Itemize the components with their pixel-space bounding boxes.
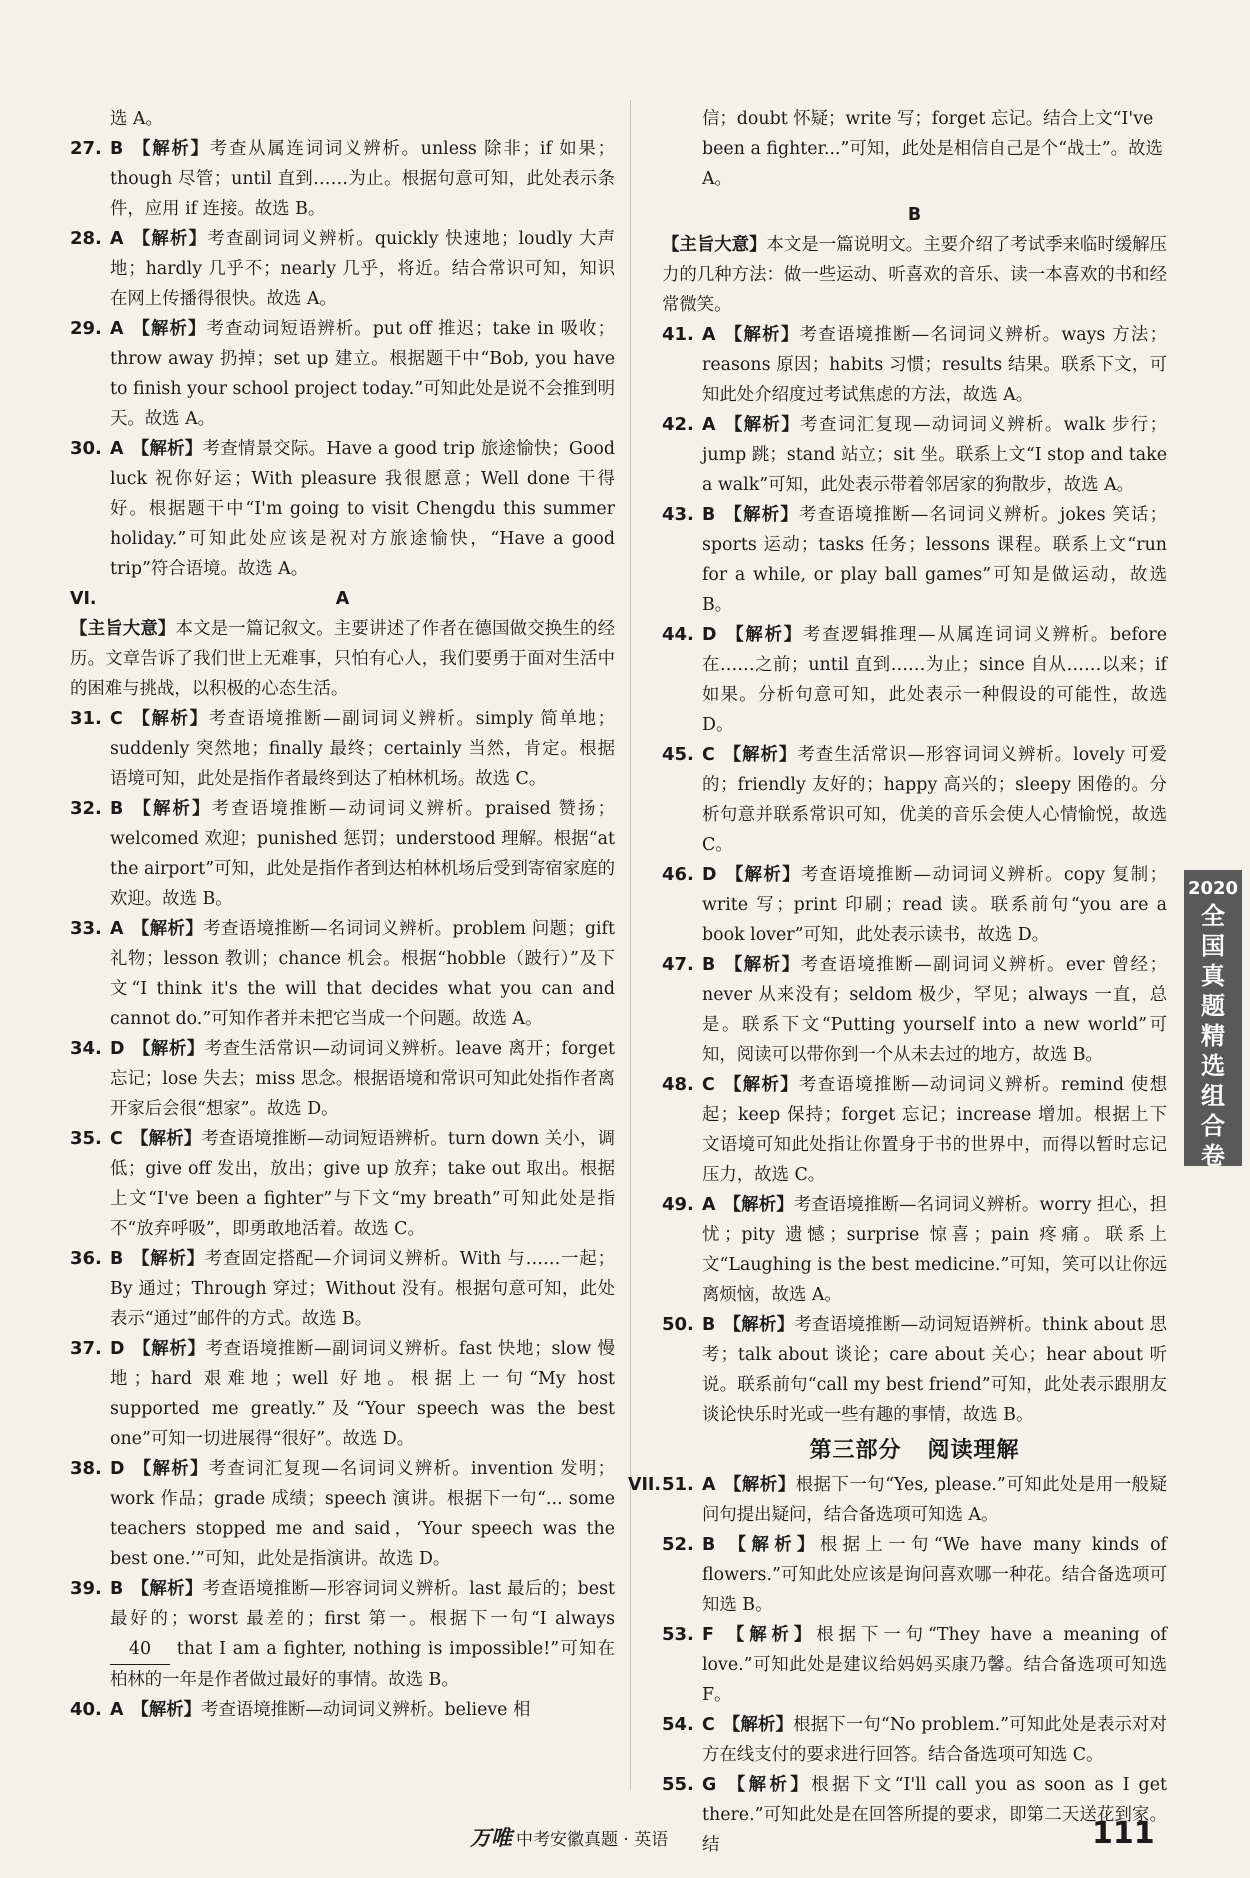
item-text: 考查语境推断—副词词义辨析。ever 曾经；never 从来没有；seldom 极少，罕见；always 一直，总是。联系下文“Putting yourself into a new world”可知，阅读可以带你到一个从未去过的地方，故选 B。 <box>702 955 1167 1065</box>
item-text: 考查副词词义辨析。quickly 快速地；loudly 大声地；hardly 几乎不；nearly 几乎，将近。结合常识可知，知识在网上传播得很快。故选 A。 <box>110 229 615 309</box>
item-text-post: that I am a fighter, nothing is impossible!”可知在柏林的一年是作者做过最好的事情。故选 B。 <box>110 1639 615 1690</box>
answer-letter: C <box>110 1129 123 1149</box>
analysis-tag: 【解析】 <box>131 319 207 339</box>
answer-letter: A <box>110 1700 124 1720</box>
answer-letter: B <box>702 505 716 525</box>
answer-item <box>662 860 1167 950</box>
item-text: 考查语境推断—名词词义辨析。problem 问题；gift 礼物；lesson 教训；chance 机会。根据“hobble（跛行）”及下文“I think it's the will that decides what you can and cannot do.”可知作者并未把它当成一个问题。故选 A。 <box>110 919 615 1029</box>
item-text: 考查从属连词词义辨析。unless 除非；if 如果；though 尽管；until 直到……为止。根据句意可知，此处表示条件，应用 if 连接。故选 B。 <box>110 139 615 219</box>
left-items-group-1 <box>70 134 615 584</box>
side-tab-year: 2020 <box>1187 878 1239 899</box>
answer-letter: A <box>110 229 124 249</box>
analysis-tag: 【解析】 <box>724 1775 812 1795</box>
item-number: 37. <box>70 1338 102 1359</box>
item-text: 考查固定搭配—介词词义辨析。With 与……一起；By 通过；Through 穿过；Without 没有。根据句意可知，此处表示“通过”邮件的方式。故选 B。 <box>110 1249 615 1329</box>
item-text: 根据下一句“They have a meaning of love.”可知此处是建议给妈妈买康乃馨。结合备选项可知选 F。 <box>702 1625 1167 1705</box>
item-number: 41. <box>662 324 694 345</box>
item-number: 40. <box>70 1699 102 1720</box>
item-text: 考查语境推断—名词词义辨析。ways 方法；reasons 原因；habits 习惯；results 结果。联系下文，可知此处介绍度过考试焦虑的方法，故选 A。 <box>702 325 1167 405</box>
answer-item <box>70 314 615 434</box>
analysis-tag: 【解析】 <box>723 1315 795 1335</box>
item-40-continued: 信；doubt 怀疑；write 写；forget 忘记。结合上文“I've been a fighter...”可知，此处是相信自己是个“战士”。故选 A。 <box>702 109 1163 189</box>
analysis-tag: 【解析】 <box>131 1579 203 1599</box>
answer-letter: C <box>702 1075 715 1095</box>
side-tab <box>1184 870 1242 1170</box>
item-number: 28. <box>70 228 102 249</box>
answer-item-40 <box>70 1695 615 1725</box>
answer-letter: F <box>702 1625 714 1645</box>
item-number: 31. <box>70 708 102 729</box>
brand-logo-text: 万唯 <box>470 1826 512 1850</box>
answer-item <box>70 794 615 914</box>
passage-letter-a: A <box>335 589 350 609</box>
right-items-group-1 <box>662 320 1167 1430</box>
answer-item <box>70 914 615 1034</box>
answer-item <box>70 134 615 224</box>
item-text: 根据下一句“Yes, please.”可知此处是用一般疑问句提出疑问，结合备选项可知选 A。 <box>702 1475 1167 1525</box>
answer-letter: D <box>702 625 717 645</box>
answer-letter: C <box>702 745 715 765</box>
analysis-tag: 【解析】 <box>722 1075 799 1095</box>
section-roman-numeral: VII. <box>628 1475 662 1495</box>
answer-letter: B <box>110 139 124 159</box>
section-roman-numeral: VI. <box>70 589 97 609</box>
item-number: 30. <box>70 438 102 459</box>
answer-letter: B <box>110 799 124 819</box>
item-number: 38. <box>70 1458 102 1479</box>
item-text: 考查语境推断—动词短语辨析。think about 思考；talk about 谈论；care about 关心；hear about 听说。联系前句“call my best friend”可知，此处表示跟朋友谈论快乐时光或一些有趣的事情，故选 B。 <box>702 1315 1167 1425</box>
answer-item <box>70 704 615 794</box>
answer-item <box>628 1470 1167 1530</box>
answer-item-39 <box>70 1574 615 1695</box>
summary-tag: 【主旨大意】 <box>662 235 767 255</box>
item-text: 考查动词短语辨析。put off 推迟；take in 吸收；throw away 扔掉；set up 建立。根据题干中“Bob, you have to finish your school project today.”可知此处是说不会推到明天。故选 A。 <box>110 319 615 429</box>
analysis-tag: 【解析】 <box>723 1195 794 1215</box>
answer-letter: A <box>110 439 124 459</box>
summary-text: 本文是一篇记叙文。主要讲述了作者在德国做交换生的经历。文章告诉了我们世上无难事，只怕有心人，我们要勇于面对生活中的困难与挑战，以积极的心态生活。 <box>70 619 615 699</box>
item-text: 考查语境推断—动词词义辨析。remind 使想起；keep 保持；forget 忘记；increase 增加。根据上下文语境可知此处指让你置身于书的世界中，而得以暂时忘记压力，故选 C。 <box>702 1075 1167 1185</box>
item-text: 考查生活常识—形容词词义辨析。lovely 可爱的；friendly 友好的；happy 高兴的；sleepy 困倦的。分析句意并联系常识可知，优美的音乐会使人心情愉悦，故选 C。 <box>702 745 1167 855</box>
item-number: 54. <box>662 1714 694 1735</box>
blank-number: 40 <box>110 1634 170 1665</box>
analysis-tag: 【解析】 <box>722 1715 794 1735</box>
analysis-tag: 【解析】 <box>131 439 203 459</box>
summary-text: 本文是一篇说明文。主要介绍了考试季来临时缓解压力的几种方法：做一些运动、听喜欢的音乐、读一本喜欢的书和经常微笑。 <box>662 235 1167 315</box>
column-divider <box>630 100 631 1790</box>
answer-letter: A <box>702 1475 716 1495</box>
answer-item <box>70 1334 615 1454</box>
answer-letter: B <box>702 955 716 975</box>
item-number: 51. <box>662 1474 694 1495</box>
item-number: 44. <box>662 624 694 645</box>
answer-item <box>70 1034 615 1124</box>
answer-item <box>662 1620 1167 1710</box>
item-text: 考查语境推断—动词词义辨析。praised 赞扬；welcomed 欢迎；punished 惩罚；understood 理解。根据“at the airport”可知，此处是指作者到达柏林机场后受到寄宿家庭的欢迎。故选 B。 <box>110 799 615 909</box>
summary-b <box>662 230 1167 320</box>
item-text: 考查情景交际。Have a good trip 旅途愉快；Good luck 祝你好运；With pleasure 我很愿意；Well done 干得好。根据题干中“I'm going to visit Chengdu this summer holiday.”可知此处应该是祝对方旅途愉快，“Have a good trip”符合语境。故选 A。 <box>110 439 615 579</box>
analysis-tag: 【解析】 <box>724 625 803 645</box>
analysis-tag: 【解析】 <box>721 1625 817 1645</box>
section-vi-header <box>70 584 615 614</box>
answer-letter: B <box>702 1535 716 1555</box>
answer-item <box>662 410 1167 500</box>
answer-item <box>662 1070 1167 1190</box>
answer-letter: A <box>702 415 716 435</box>
answer-item <box>70 1454 615 1574</box>
item-text: 考查语境推断—名词词义辨析。worry 担心，担忧；pity 遗憾；surprise 惊喜；pain 疼痛。联系上文“Laughing is the best medicine.”可知，笑可以让你远离烦恼，故选 A。 <box>702 1195 1167 1305</box>
item-text: 考查生活常识—动词词义辨析。leave 离开；forget 忘记；lose 失去；miss 思念。根据语境和常识可知此处指作者离开家后会很“想家”。故选 D。 <box>110 1039 615 1119</box>
answer-item <box>662 1710 1167 1770</box>
item-number: 27. <box>70 138 102 159</box>
part-heading-left: 第三部分 <box>809 1438 902 1463</box>
item-number: 49. <box>662 1194 694 1215</box>
answer-item <box>70 1124 615 1244</box>
analysis-tag: 【解析】 <box>131 799 212 819</box>
item-number: 36. <box>70 1248 102 1269</box>
answer-item <box>662 500 1167 620</box>
item-number: 35. <box>70 1128 102 1149</box>
item-number: 46. <box>662 864 694 885</box>
item-number: 34. <box>70 1038 102 1059</box>
page-number: 111 <box>1092 1816 1155 1851</box>
answer-item <box>662 620 1167 740</box>
right-items-group-2 <box>628 1470 1167 1860</box>
answer-letter: D <box>110 1339 125 1359</box>
item-number: 45. <box>662 744 694 765</box>
answer-item <box>662 1310 1167 1430</box>
item-number: 48. <box>662 1074 694 1095</box>
item-number: 43. <box>662 504 694 525</box>
footer-title: 中考安徽真题 · 英语 <box>516 1830 669 1850</box>
answer-letter: C <box>702 1715 715 1735</box>
answer-letter: A <box>702 325 716 345</box>
item-number: 33. <box>70 918 102 939</box>
analysis-tag: 【解析】 <box>130 1129 202 1149</box>
item-number: 47. <box>662 954 694 975</box>
item-text: 根据下文“I'll call you as soon as I get there.”可知此处是在回答所提的要求，即第二天送花到家。结 <box>702 1775 1167 1855</box>
analysis-tag: 【解析】 <box>132 1039 205 1059</box>
item-text: 考查语境推断—动词短语辨析。turn down 关小，调低；give off 发出，放出；give up 放弃；take out 取出。根据上文“I've been a fighter”与下文“my breath”可知此处是指不“放弃呼吸”，即勇敢地活着。故选 C。 <box>110 1129 615 1239</box>
answer-item <box>70 224 615 314</box>
analysis-tag: 【解析】 <box>131 139 210 159</box>
item-number: 42. <box>662 414 694 435</box>
summary-tag: 【主旨大意】 <box>70 619 176 639</box>
part-three-heading <box>662 1436 1167 1466</box>
answer-letter: B <box>110 1579 124 1599</box>
analysis-tag: 【解析】 <box>723 325 800 345</box>
answer-letter: D <box>702 865 717 885</box>
side-tab-title: 全国真题精选组合卷 <box>1201 902 1225 1170</box>
answer-item <box>662 320 1167 410</box>
answer-item <box>662 740 1167 860</box>
item-text: 考查语境推断—动词词义辨析。copy 复制；write 写；print 印刷；read 读。联系前句“you are a book lover”可知，此处表示读书，故选 D。 <box>702 865 1167 945</box>
analysis-tag: 【解析】 <box>723 415 801 435</box>
item-text: 根据上一句“We have many kinds of flowers.”可知此处应该是询问喜欢哪一种花。结合备选项可知选 B。 <box>702 1535 1167 1615</box>
answer-letter: C <box>110 709 123 729</box>
item-number: 50. <box>662 1314 694 1335</box>
analysis-tag: 【解析】 <box>723 1475 796 1495</box>
item-number: 52. <box>662 1534 694 1555</box>
footer-brand <box>470 1822 668 1852</box>
item-text: 考查语境推断—名词词义辨析。jokes 笑话；sports 运动；tasks 任务；lessons 课程。联系上文“run for a while, or play ball games”可知是做运动，故选 B。 <box>702 505 1167 615</box>
left-column <box>70 104 615 1725</box>
analysis-tag: 【解析】 <box>131 229 208 249</box>
answer-letter: A <box>110 319 124 339</box>
item-text: 考查语境推断—副词词义辨析。fast 快地；slow 慢地；hard 艰难地；well 好地。根据上一句“My host supported me greatly.”及“Your speech was the best one”可知一切进展得“很好”。故选 D。 <box>110 1339 615 1449</box>
analysis-tag: 【解析】 <box>132 1339 206 1359</box>
item-text: 考查逻辑推理—从属连词词义辨析。before 在……之前；until 直到……为止；since 自从……以来；if 如果。分析句意可知，此处表示一种假设的可能性，故选 D。 <box>702 625 1167 735</box>
item-number: 53. <box>662 1624 694 1645</box>
analysis-tag: 【解析】 <box>723 955 801 975</box>
left-items-group-2 <box>70 704 615 1574</box>
answer-letter: G <box>702 1775 717 1795</box>
analysis-tag: 【解析】 <box>724 865 801 885</box>
part-heading-right: 阅读理解 <box>927 1438 1020 1463</box>
analysis-tag: 【解析】 <box>131 919 204 939</box>
item-number: 32. <box>70 798 102 819</box>
item-text: 根据下一句“No problem.”可知此处是表示对对方在线支付的要求进行回答。结合备选项可知选 C。 <box>702 1715 1167 1765</box>
item-text: 考查语境推断—动词词义辨析。believe 相 <box>201 1700 531 1720</box>
answer-item <box>662 950 1167 1070</box>
analysis-tag: 【解析】 <box>723 1535 820 1555</box>
answer-letter: D <box>110 1039 125 1059</box>
analysis-tag: 【解析】 <box>132 1459 209 1479</box>
item-text: 考查语境推断—副词词义辨析。simply 简单地；suddenly 突然地；finally 最终；certainly 当然，肯定。根据语境可知，此处是指作者最终到达了柏林机场。故选 C。 <box>110 709 615 789</box>
answer-letter: D <box>110 1459 125 1479</box>
answer-item <box>70 1244 615 1334</box>
analysis-tag: 【解析】 <box>131 1249 205 1269</box>
answer-letter: A <box>702 1195 716 1215</box>
answer-letter: B <box>702 1315 716 1335</box>
passage-letter-b: B <box>907 205 922 225</box>
item-number: 29. <box>70 318 102 339</box>
lead-text: 选 A。 <box>110 109 163 129</box>
answer-item <box>662 1530 1167 1620</box>
analysis-tag: 【解析】 <box>723 505 800 525</box>
analysis-tag: 【解析】 <box>131 1700 202 1720</box>
item-number: 55. <box>662 1774 694 1795</box>
analysis-tag: 【解析】 <box>722 745 798 765</box>
answer-letter: B <box>110 1249 124 1269</box>
answer-item <box>70 434 615 584</box>
item-text: 考查词汇复现—动词词义辨析。walk 步行；jump 跳；stand 站立；sit 坐。联系上文“I stop and take a walk”可知，此处表示带着邻居家的狗散步，故选 A。 <box>702 415 1167 495</box>
item-number: 39. <box>70 1578 102 1599</box>
item-text-pre: 考查语境推断—形容词词义辨析。last 最后的；best 最好的；worst 最差的；first 第一。根据下一句“I always <box>110 1579 615 1629</box>
analysis-tag: 【解析】 <box>130 709 209 729</box>
item-text: 考查词汇复现—名词词义辨析。invention 发明；work 作品；grade 成绩；speech 演讲。根据下一句“... some teachers stopped me and said，‘Your speech was the best one.’”可知，此处是指演讲。故选 D。 <box>110 1459 615 1569</box>
answer-letter: A <box>110 919 124 939</box>
page-footer <box>0 1816 1250 1856</box>
right-column <box>628 104 1167 1860</box>
answer-item <box>662 1190 1167 1310</box>
summary-a <box>70 614 615 704</box>
